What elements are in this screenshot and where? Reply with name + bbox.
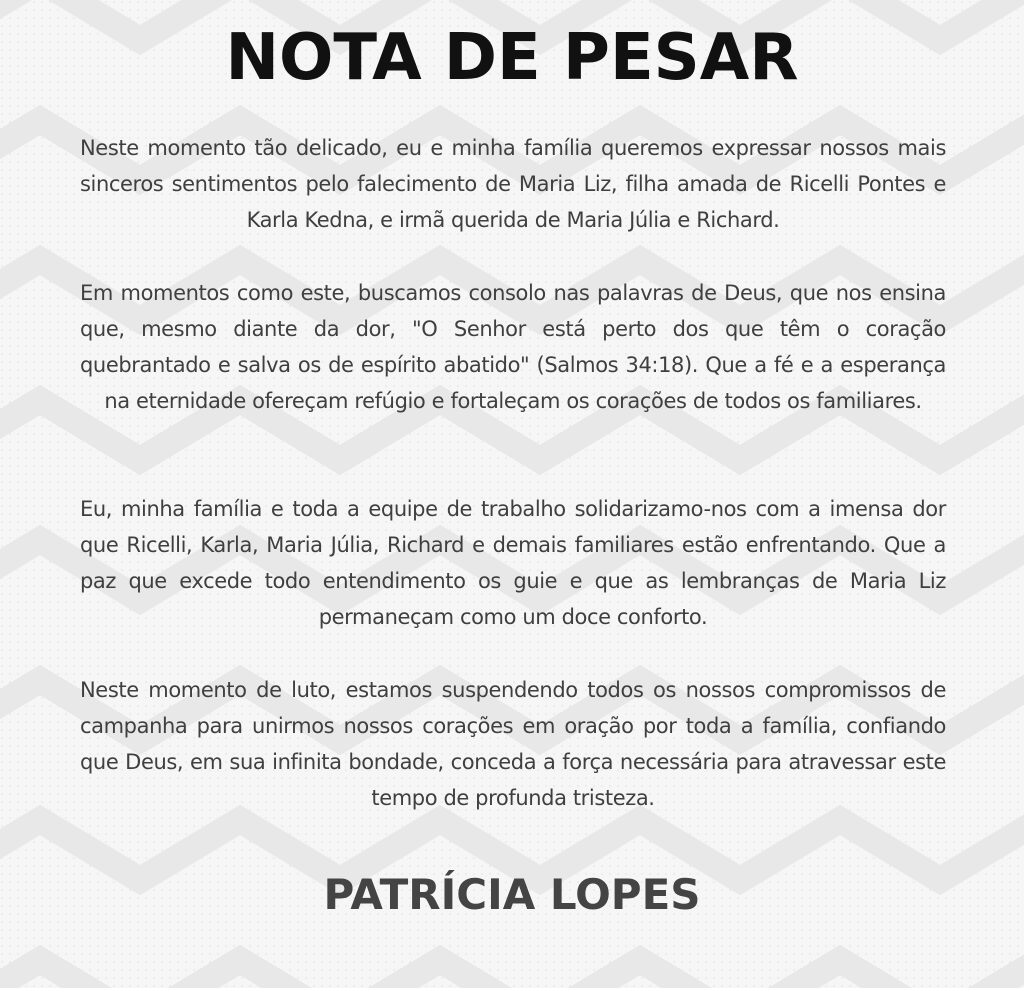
note-title: NOTA DE PESAR (225, 21, 799, 95)
paragraph-campaign-suspension: Neste momento de luto, estamos suspendendo todos os nossos compromissos de campanha para unirmos nossos corações em oração por toda a família, confiando que Deus, em sua infinita bondade, conceda a força necessária para atravessar este tempo de profunda tristeza. (80, 678, 946, 810)
paragraph-scripture: Em momentos como este, buscamos consolo nas palavras de Deus, que nos ensina que, mesmo diante da dor, "O Senhor está perto dos que têm o coração quebrantado e salva os de espírito abatido" (Salmos 34:18). Que a fé e a esperança na eternidade ofereçam refúgio e fortaleçam os corações de todos os familiares. (80, 281, 946, 413)
signature-name: PATRÍCIA LOPES (323, 870, 701, 919)
paragraph-condolences: Neste momento tão delicado, eu e minha família queremos expressar nossos mais sinceros sentimentos pelo falecimento de Maria Liz, filha amada de Ricelli Pontes e Karla Kedna, e irmã querida de Maria Júlia e Richard. (80, 136, 946, 232)
paragraph-solidarity: Eu, minha família e toda a equipe de trabalho solidarizamo-nos com a imensa dor que Ricelli, Karla, Maria Júlia, Richard e demais familiares estão enfrentando. Que a paz que excede todo entendimento os guie e que as lembranças de Maria Liz permaneçam como um doce conforto. (80, 497, 946, 629)
